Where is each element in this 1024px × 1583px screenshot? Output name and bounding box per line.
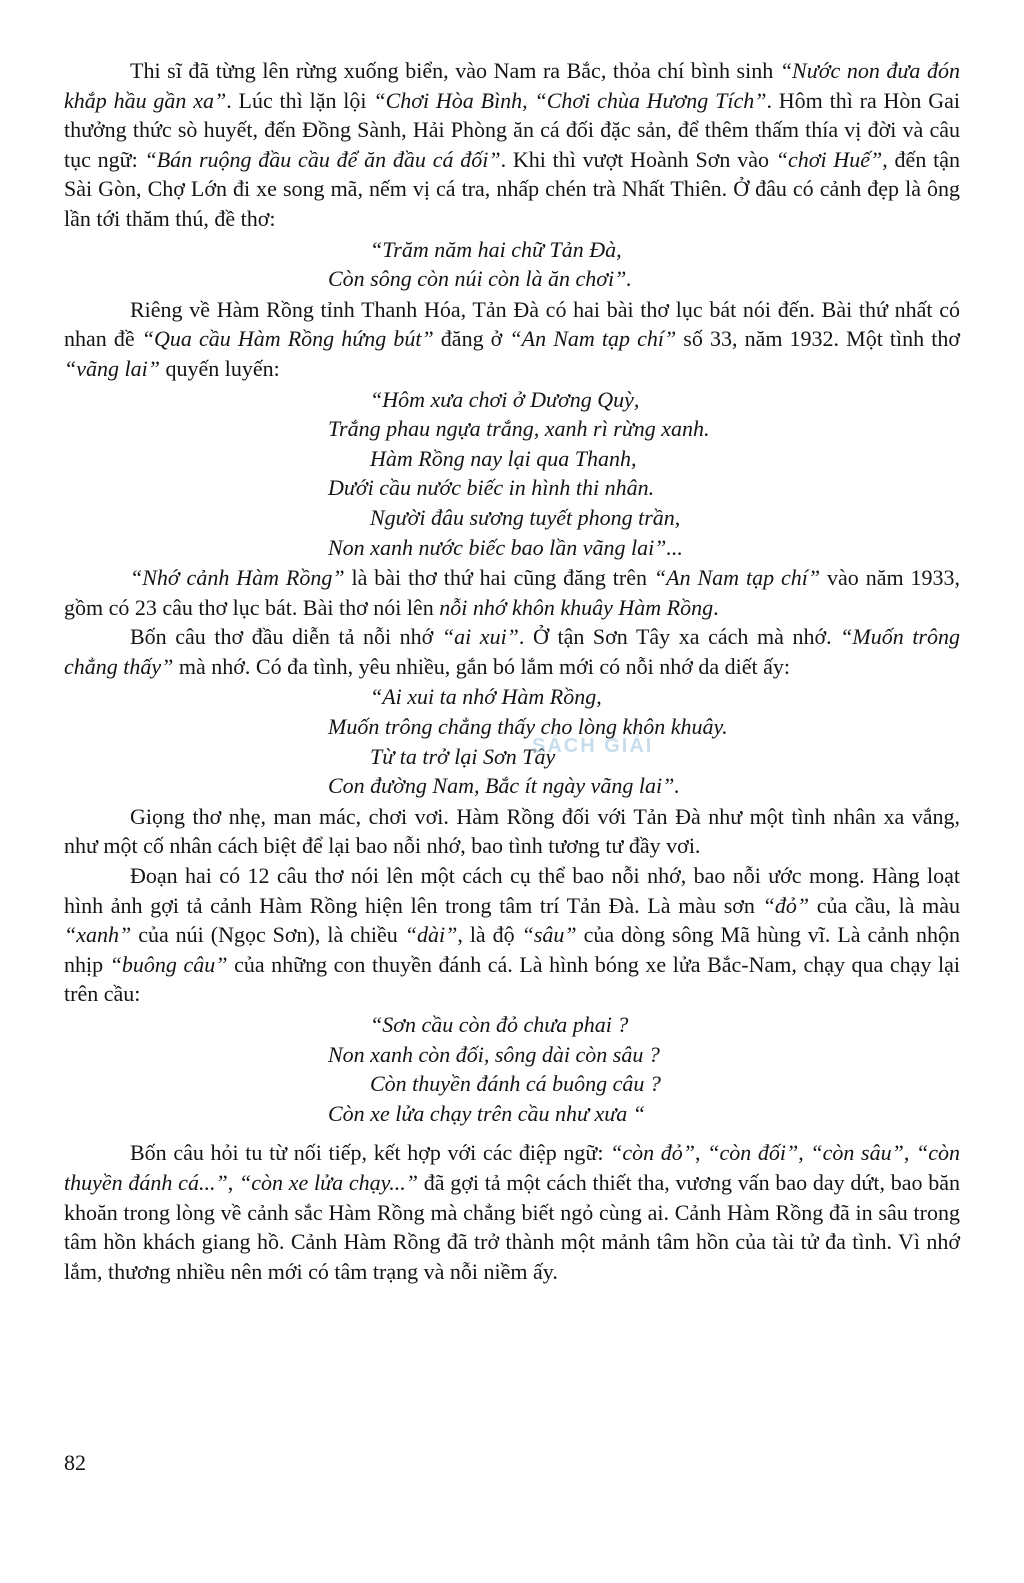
poem-line: Còn sông còn núi còn là ăn chơi”.	[328, 266, 632, 292]
paragraph-5: Giọng thơ nhẹ, man mác, chơi vơi. Hàm Rồng đối với Tản Đà như một tình nhân xa vắng, như một cố nhân cách biệt để lại bao nỗi nhớ, bao tình tương tư đầy vơi.	[64, 803, 960, 859]
poem-tan-da	[64, 235, 960, 294]
poem-line: Non xanh nước biếc bao lần vãng lai”...	[328, 534, 683, 560]
page-number: 82	[64, 1450, 86, 1475]
poem-line: “Ai xui ta nhớ Hàm Rồng,	[370, 684, 602, 710]
poem-line: Con đường Nam, Bắc ít ngày vãng lai”.	[328, 773, 680, 799]
poem-line: “Hôm xưa chơi ở Dương Quỳ,	[370, 386, 640, 412]
paragraph-7: Bốn câu hỏi tu từ nối tiếp, kết hợp với các điệp ngữ: “còn đỏ”, “còn đối”, “còn sâu”, “còn thuyền đánh cá...”, “còn xe lửa chạy...” đã gợi tả một cách thiết tha, vương vấn bao day dứt, bao băn khoăn trong lòng về cảnh sắc Hàm Rồng mà chẳng biết ngỏ cùng ai. Cảnh Hàm Rồng đã in sâu trong tâm hồn khách giang hồ. Cảnh Hàm Rồng đã trở thành một mảnh tâm hồn của tài tử đa tình. Vì nhớ lắm, thương nhiều nên mới có tâm trạng và nỗi niềm ấy.	[64, 1140, 961, 1284]
poem-line: Từ ta trở lại Sơn Tây	[370, 743, 556, 769]
paragraph-1: Thi sĩ đã từng lên rừng xuống biển, vào Nam ra Bắc, thỏa chí bình sinh “Nước non đưa đón khắp hầu gần xa”. Lúc thì lặn lội “Chơi Hòa Bình, “Chơi chùa Hương Tích”. Hôm thì ra Hòn Gai thưởng thức sò huyết, đến Đồng Sành, Hải Phòng ăn cá đối đặc sản, để thêm thấm thía vị đời và câu tục ngữ: “Bán ruộng đầu cầu để ăn đầu cá đối”. Khi thì vượt Hoành Sơn vào “chơi Huế”, đến tận Sài Gòn, Chợ Lớn đi xe song mã, nếm vị cá tra, nhấp chén trà Nhất Thiên. Ở đâu có cảnh đẹp là ông lần tới thăm thú, đề thơ:	[64, 58, 961, 231]
paragraph-4: Bốn câu thơ đầu diễn tả nỗi nhớ “ai xui”. Ở tận Sơn Tây xa cách mà nhớ. “Muốn trông chẳng thấy” mà nhớ. Có đa tình, yêu nhiều, gắn bó lắm mới có nỗi nhớ da diết ấy:	[64, 624, 960, 679]
poem-line: Người đâu sương tuyết phong trần,	[370, 504, 681, 530]
paragraph-3: “Nhớ cảnh Hàm Rồng” là bài thơ thứ hai cũng đăng trên “An Nam tạp chí” vào năm 1933, gồm có 23 câu thơ lục bát. Bài thơ nói lên nỗi nhớ khôn khuây Hàm Rồng.	[64, 565, 960, 620]
poem-nho-canh-ham-rong-2	[64, 1010, 960, 1128]
poem-line: Dưới cầu nước biếc in hình thi nhân.	[328, 475, 655, 501]
poem-line: “Trăm năm hai chữ Tản Đà,	[370, 236, 622, 262]
poem-line: Hàm Rồng nay lại qua Thanh,	[370, 445, 637, 471]
paragraph-6: Đoạn hai có 12 câu thơ nói lên một cách cụ thể bao nỗi nhớ, bao nỗi ước mong. Hàng loạt hình ảnh gợi tả cảnh Hàm Rồng hiện lên trong tâm trí Tản Đà. Là màu sơn “đỏ” của cầu, là màu “xanh” của núi (Ngọc Sơn), là chiều “dài”, là độ “sâu” của dòng sông Mã hùng vĩ. Là cảnh nhộn nhịp “buông câu” của những con thuyền đánh cá. Là hình bóng xe lửa Bắc-Nam, chạy qua chạy lại trên cầu:	[64, 863, 960, 1007]
poem-line: Còn xe lửa chạy trên cầu như xưa “	[328, 1100, 646, 1126]
paragraph-2: Riêng về Hàm Rồng tỉnh Thanh Hóa, Tản Đà có hai bài thơ lục bát nói đến. Bài thứ nhất có nhan đề “Qua cầu Hàm Rồng hứng bút” đăng ở “An Nam tạp chí” số 33, năm 1932. Một tình thơ “vãng lai” quyến luyến:	[64, 296, 961, 381]
poem-line: Trắng phau ngựa trắng, xanh rì rừng xanh.	[328, 416, 710, 442]
poem-line: Non xanh còn đối, sông dài còn sâu ?	[328, 1041, 660, 1067]
watermark-logo: SÁCH GIẢI	[532, 735, 654, 757]
poem-qua-cau-ham-rong	[64, 385, 960, 563]
poem-line: “Sơn cầu còn đỏ chưa phai ?	[370, 1012, 629, 1037]
poem-line: Còn thuyền đánh cá buông câu ?	[370, 1071, 661, 1097]
poem-line: Muốn trông chẳng thấy cho lòng khôn khuây.	[328, 714, 728, 740]
poem-nho-canh-ham-rong-1	[64, 682, 960, 800]
body-text	[64, 56, 960, 1286]
